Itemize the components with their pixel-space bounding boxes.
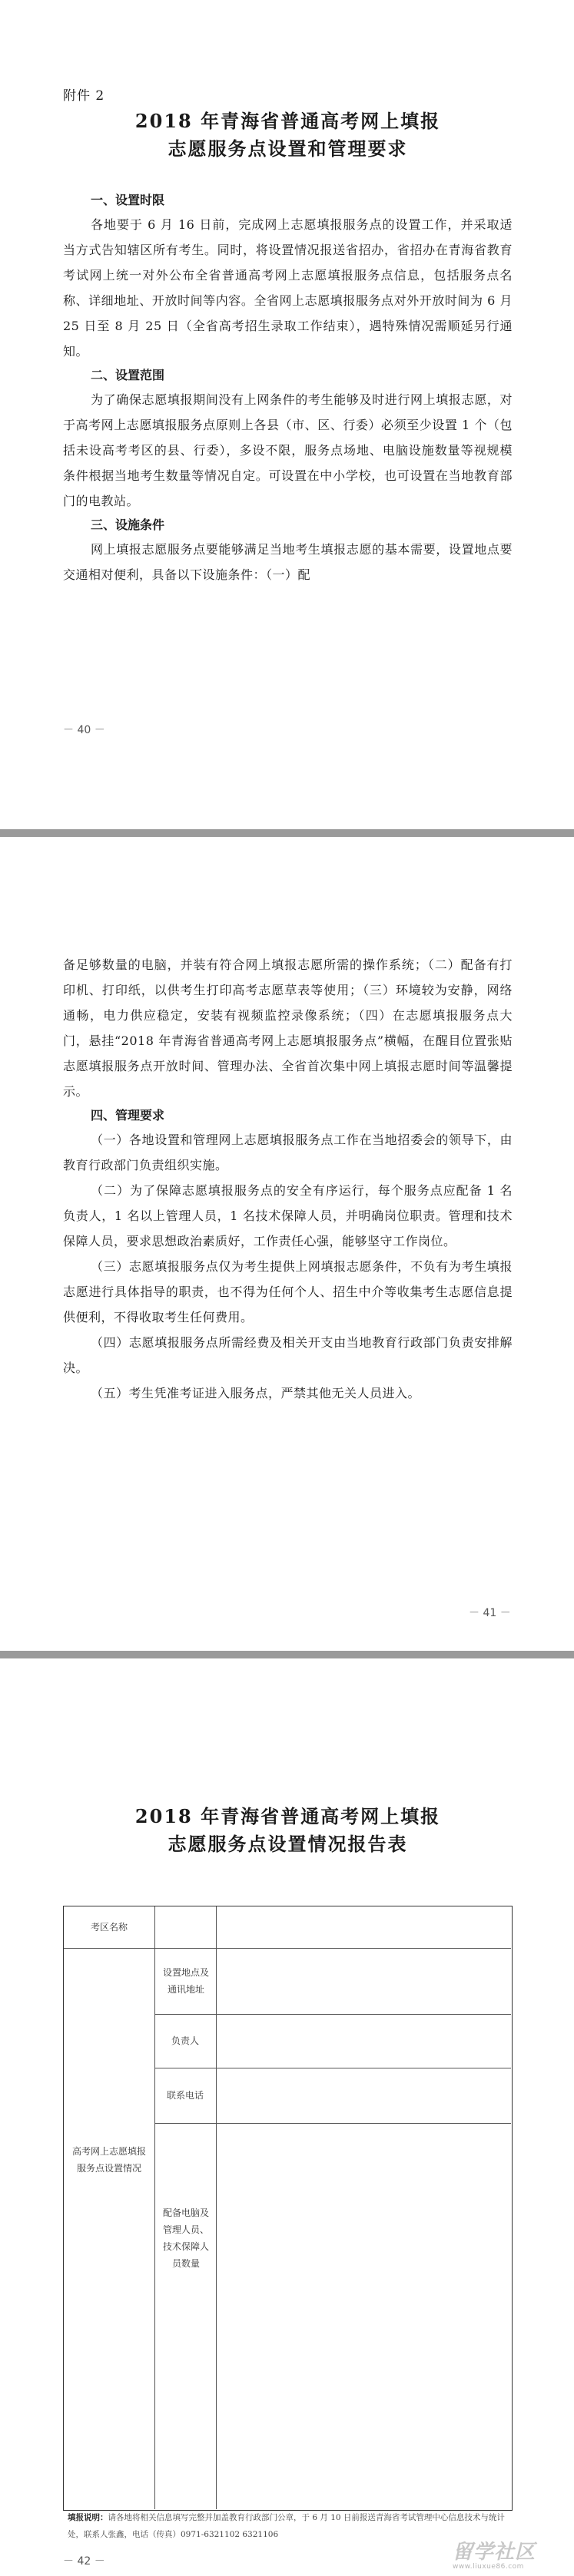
page-41-body	[63, 952, 513, 1406]
page-number-42: － 42 －	[63, 2555, 105, 2568]
leader-value[interactable]	[216, 2014, 511, 2068]
management-item-3: （三）志愿填报服务点仅为考生提供上网填报志愿条件，不负有为考生填报志愿进行具体指导的职责，也不得为任何个人、招生中介等收集考生志愿信息提供便利，不得收取考生任何费用。	[63, 1259, 513, 1324]
leader-label: 负责人	[171, 2035, 199, 2046]
filling-instructions	[68, 2509, 509, 2543]
report-title-line-2: 志愿服务点设置情况报告表	[168, 1833, 408, 1855]
page-42	[0, 1658, 574, 2576]
staff-count-value[interactable]	[216, 2123, 511, 2509]
table-divider	[154, 1906, 155, 2509]
management-item-5: （五）考生凭准考证进入服务点，严禁其他无关人员进入。	[91, 1386, 421, 1400]
staff-count-label: 配备电脑及管理人员、技术保障人员数量	[162, 2207, 209, 2269]
report-table	[63, 1906, 513, 2511]
watermark-logo: 留学社区	[453, 2541, 536, 2564]
section-4-heading: 四、管理要求	[91, 1108, 165, 1123]
management-item-4: （四）志愿填报服务点所需经费及相关开支由当地教育行政部门负责安排解决。	[63, 1335, 513, 1375]
phone-value[interactable]	[216, 2068, 511, 2123]
report-title-line-1: 2018 年青海省普通高考网上填报	[134, 1805, 441, 1827]
page-40-body	[63, 189, 513, 587]
region-name-label: 考区名称	[90, 1922, 128, 1933]
report-table-title	[63, 1803, 513, 1858]
management-item-2: （二）为了保障志愿填报服务点的安全有序运行，每个服务点应配备 1 名负责人，1 名以上管理人员，1 名技术保障人员，并明确岗位职责。管理和技术保障人员，要求思想政治素质好，工作责任心强，能够坚守工作岗位。	[63, 1183, 513, 1248]
note-text: 请各地将相关信息填写完整并加盖教育行政部门公章，于 6 月 10 日前报送青海省考试管理中心信息技术与统计处，联系人张鑫，电话（传真）0971-6321102 6321106	[68, 2513, 505, 2539]
document-title	[63, 107, 513, 163]
page-41	[0, 837, 574, 1651]
page-40	[0, 0, 574, 829]
site-watermark	[453, 2536, 568, 2571]
section-3-heading: 三、设施条件	[91, 518, 165, 532]
service-point-group-label: 高考网上志愿填报服务点设置情况	[71, 2145, 146, 2174]
address-value[interactable]	[216, 1948, 511, 2014]
section-3-text: 网上填报志愿服务点要能够满足当地考生填报志愿的基本需要，设置地点要交通相对便利，具备以下设施条件：（一）配	[63, 542, 513, 582]
region-name-value[interactable]	[154, 1906, 511, 1948]
management-item-1: （一）各地设置和管理网上志愿填报服务点工作在当地招委会的领导下，由教育行政部门负责组织实施。	[63, 1133, 513, 1172]
section-2-text: 为了确保志愿填报期间没有上网条件的考生能够及时进行网上填报志愿，对于高考网上志愿填报服务点原则上各县（市、区、行委）必须至少设置 1 个（包括未设高考考区的县、行委），多设不限，服务点场地、电脑设施数量等视规模条件根据当地考生数量等情况自定。可设置在中小学校，也可设置在当地教育部门的电教站。	[63, 392, 513, 508]
note-label: 填报说明：	[68, 2513, 108, 2522]
page-number-40: － 40 －	[63, 724, 105, 736]
phone-label: 联系电话	[166, 2090, 204, 2101]
section-3-continuation: 备足够数量的电脑，并装有符合网上填报志愿所需的操作系统；（二）配备有打印机、打印纸，以供考生打印高考志愿草表等使用；（三）环境较为安静，网络通畅，电力供应稳定，安装有视频监控录像系统；（四）在志愿填报服务点大门，悬挂“2018 年青海省普通高考网上志愿填报服务点”横幅，在醒目位置张贴志愿填报服务点开放时间、管理办法、全省首次集中网上填报志愿时间等温馨提示。	[63, 957, 513, 1099]
watermark-url: www.liuxue86.com	[453, 2563, 524, 2571]
attachment-label: 附件 2	[63, 88, 105, 104]
address-label: 设置地点及通讯地址	[162, 1967, 209, 1995]
title-line-1: 2018 年青海省普通高考网上填报	[134, 110, 441, 132]
section-2-heading: 二、设置范围	[91, 368, 165, 382]
title-line-2: 志愿服务点设置和管理要求	[168, 137, 408, 160]
section-1-text: 各地要于 6 月 16 日前，完成网上志愿填报服务点的设置工作，并采取适当方式告知辖区所有考生。同时，将设置情况报送省招办，省招办在青海省教育考试网上统一对外公布全省普通高考网上志愿填报服务点信息，包括服务点名称、详细地址、开放时间等内容。全省网上志愿填报服务点对外开放时间为 6 月 25 日至 8 月 25 日（全省高考招生录取工作结束），遇特殊情况需顺延另行通知。	[63, 217, 513, 359]
page-number-41: － 41 －	[469, 1607, 511, 1619]
section-1-heading: 一、设置时限	[91, 193, 165, 207]
